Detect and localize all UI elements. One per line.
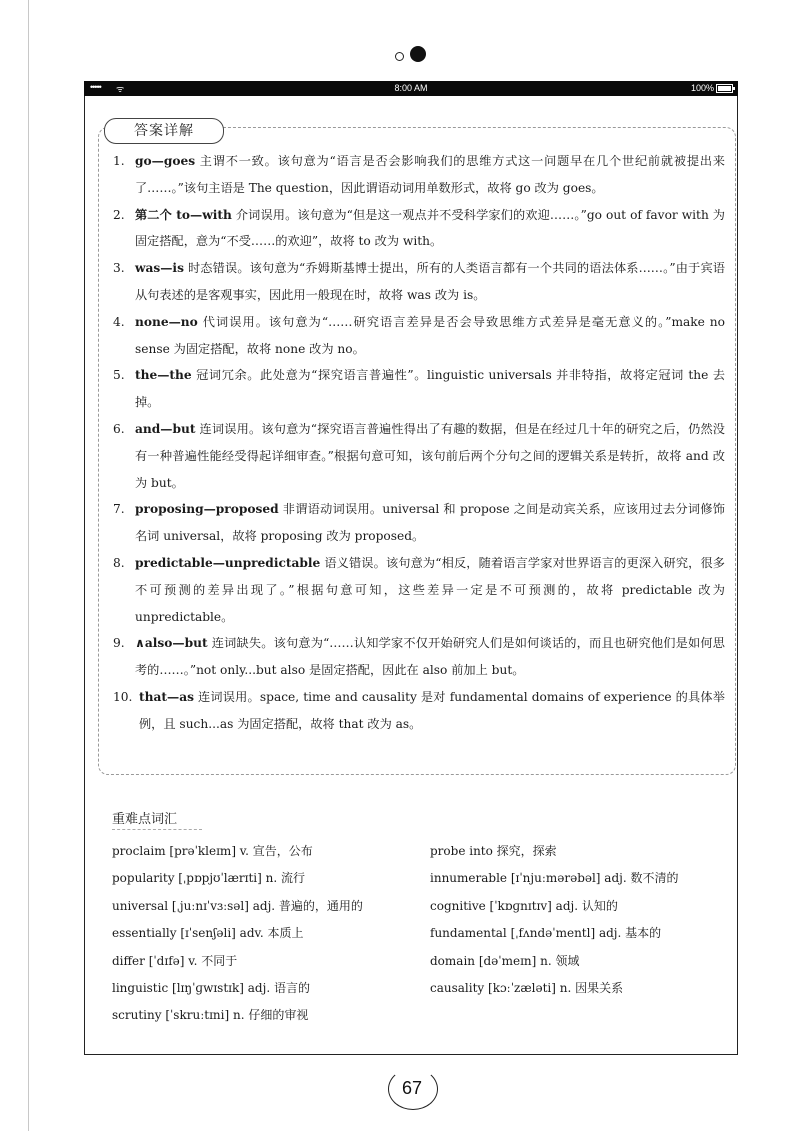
answer-key: the—the [135,368,192,383]
answer-key: proposing—proposed [135,502,279,517]
vocabulary-entry: proclaim [prəˈkleɪm] v. 宣告，公布 [112,844,313,858]
answer-key: ∧also—but [135,636,208,651]
answer-body [135,630,725,684]
vocabulary-title: 重难点词汇 [112,812,178,827]
answer-body [135,496,725,550]
answer-number: 7. [113,502,125,517]
answer-key: 第二个 to—with [135,207,232,222]
answer-number: 10. [113,689,133,704]
answer-item [113,416,725,496]
vocabulary-entry: universal [ˌjuːnɪˈvɜːsəl] adj. 普遍的，通用的 [112,898,363,913]
answer-body [135,550,725,630]
answer-body [135,416,725,496]
answer-body [135,362,725,416]
answer-key: was—is [135,261,184,276]
answer-text: 介词误用。该句意为“但是这一观点并不受科学家们的欢迎……。”go out of favor with 为固定搭配，意为“不受……的欢迎”，故将 to 改为 with。 [135,207,725,249]
answer-body [135,202,725,256]
vocabulary-title-divider [112,829,202,830]
vocabulary-left-column [112,838,412,1030]
answer-text: 主谓不一致。该句意为“语言是否会影响我们的思维方式这一问题早在几个世纪前就被提出来了……。”该句主语是 The question，因此谓语动词用单数形式，故将 go 改为 goes。 [135,154,725,195]
answer-item [113,550,725,630]
answer-text: 连词缺失。该句意为“……认知学家不仅开始研究人们是如何谈话的，而且也研究他们是如何思考的……。”not only...but also 是固定搭配，因此在 also 前加上 but。 [135,636,725,678]
answer-text: 语义错误。该句意为“相反，随着语言学家对世界语言的更深入研究，很多不可预测的差异出现了。”根据句意可知，这些差异一定是不可预测的，故将 predictable 改为 unpredictable。 [135,555,725,624]
answer-item [113,309,725,363]
page-number: 67 [401,1078,423,1098]
vocabulary-entry: fundamental [ˌfʌndəˈmentl] adj. 基本的 [430,926,662,941]
vocabulary-entry: popularity [ˌpɒpjʊˈlærɪti] n. 流行 [112,871,305,886]
battery-icon [716,84,733,93]
answer-text: 时态错误。该句意为“乔姆斯基博士提出，所有的人类语言都有一个共同的语法体系……。”由于宾语从句表述的是客观事实，因此用一般现在时，故将 was 改为 is。 [135,261,725,302]
answer-key: predictable—unpredictable [135,555,321,570]
answer-text: 非谓语动词误用。universal 和 propose 之间是动宾关系，应该用过去分词修饰名词 universal，故将 proposing 改为 proposed。 [135,502,725,544]
answer-text: 连词误用。该句意为“探究语言普遍性得出了有趣的数据，但是在经过几十年的研究之后，仍然没有一种普遍性能经受得起详细审查。”根据句意可知，该句前后两个分句之间的逻辑关系是转折，故将 and 改为 but。 [135,421,725,490]
answer-section-title: 答案详解 [104,118,224,144]
answer-number: 1. [113,154,125,168]
answer-number: 6. [113,421,125,436]
answer-number: 9. [113,636,125,651]
answer-text: 冠词冗余。此处意为“探究语言普遍性”。linguistic universals 并非特指，故将定冠词 the 去掉。 [135,368,725,410]
answer-number: 2. [113,207,125,222]
answer-item [113,684,725,738]
vocabulary-entry: differ [ˈdɪfə] v. 不同于 [112,953,238,968]
vocabulary-entry: probe into 探究，探索 [430,844,557,858]
answer-item [113,255,725,309]
answer-body [139,684,725,738]
vocabulary-entry: causality [kɔːˈzæləti] n. 因果关系 [430,981,624,996]
answer-item [113,202,725,256]
answer-number: 8. [113,555,125,570]
vocabulary-right-column [430,838,730,1002]
answer-item [113,148,725,202]
page-number-badge [384,1066,440,1112]
answer-item [113,496,725,550]
answer-body [135,309,725,363]
wifi-icon: ᯤ [116,84,125,94]
answer-number: 3. [113,261,125,276]
scan-edge-line [28,0,29,1131]
answer-key: go—goes [135,154,196,168]
vocabulary-entry: essentially [ɪˈsenʃəli] adv. 本质上 [112,926,304,941]
camera-small-dot-icon [395,52,404,61]
vocabulary-entry: scrutiny [ˈskruːtɪni] n. 仔细的审视 [112,1008,309,1023]
status-time: 8:00 AM [394,83,428,93]
status-bar [84,81,738,96]
answer-key: and—but [135,421,196,436]
answer-text: 连词误用。space, time and causality 是对 fundamental domains of experience 的具体举例，且 such...as 为固定搭配，故将 that 改为 as。 [139,689,725,731]
answer-list [113,148,725,738]
vocabulary-entry: cognitive [ˈkɒɡnɪtɪv] adj. 认知的 [430,898,618,913]
vocabulary-entry: domain [dəˈmeɪn] n. 领域 [430,953,580,968]
device-camera-dots [390,44,430,70]
answer-item [113,362,725,416]
battery-percent: 100% [690,83,714,93]
answer-text: 代词误用。该句意为“……研究语言差异是否会导致思维方式差异是毫无意义的。”make no sense 为固定搭配，故将 none 改为 no。 [135,314,725,356]
answer-key: that—as [139,689,194,704]
vocabulary-entry: linguistic [lɪŋˈɡwɪstɪk] adj. 语言的 [112,981,310,996]
answer-body [135,148,725,202]
answer-number: 4. [113,314,125,329]
answer-key: none—no [135,314,198,329]
camera-big-dot-icon [410,46,426,62]
answer-item [113,630,725,684]
vocabulary-entry: innumerable [ɪˈnjuːmərəbəl] adj. 数不清的 [430,871,679,886]
answer-body [135,255,725,309]
answer-number: 5. [113,368,125,383]
signal-icon: ••••• [90,82,101,92]
